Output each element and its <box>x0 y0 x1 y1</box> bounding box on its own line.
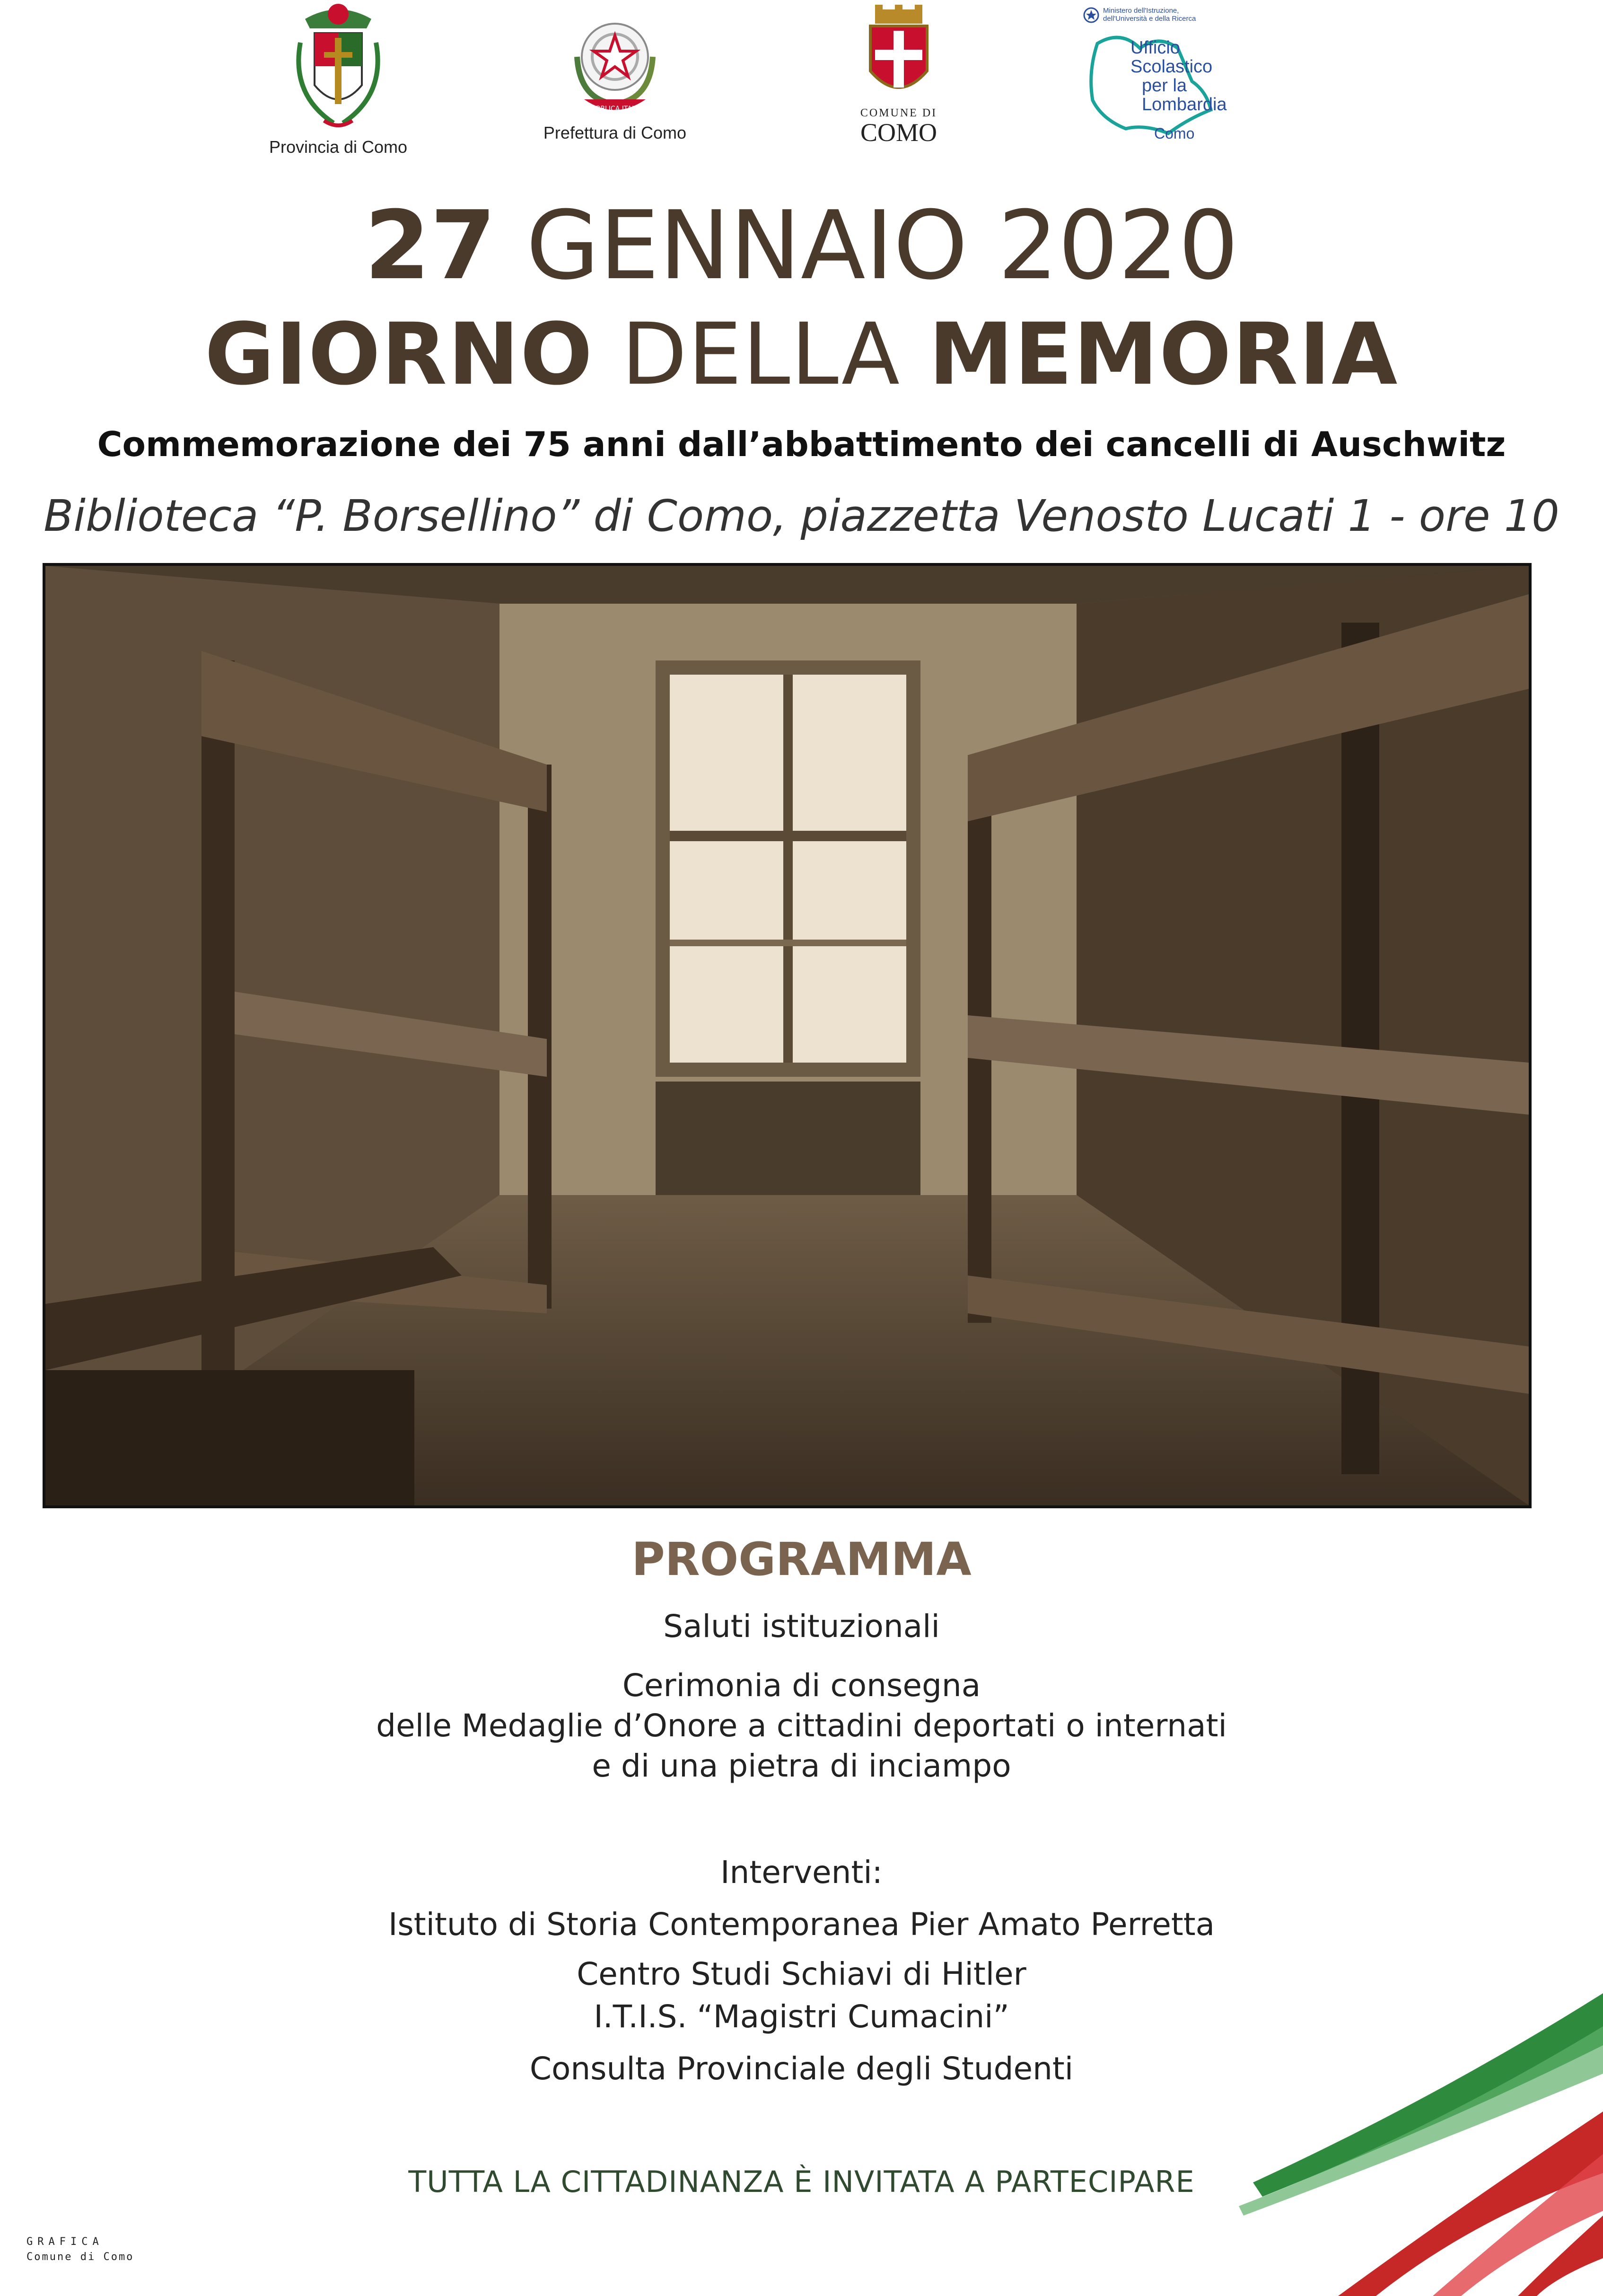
invitation-line: TUTTA LA CITTADINANZA È INVITATA A PARTECIPARE <box>408 2164 1195 2199</box>
event-date-month-year: GENNAIO 2020 <box>496 191 1239 301</box>
prefettura-caption: Prefettura di Como <box>543 123 687 142</box>
usr-line-3: per la <box>1142 75 1187 96</box>
logo-comune <box>837 5 960 145</box>
comune-como-crest-icon <box>858 5 939 104</box>
provincia-caption: Provincia di Como <box>269 137 408 157</box>
title-word-giorno: GIORNO <box>204 305 594 404</box>
repubblica-italiana-emblem-icon <box>565 9 665 118</box>
logo-prefettura <box>525 9 705 143</box>
comune-caption-top: COMUNE DI <box>860 107 937 119</box>
program-speaker-istituto: Istituto di Storia Contemporanea Pier Amato Perretta <box>388 1906 1215 1943</box>
credit-grafica: GRAFICA <box>26 2236 104 2248</box>
italian-flag-brush-strokes <box>1130 1993 1603 2296</box>
event-subtitle: Commemorazione dei 75 anni dall’abbattimento dei cancelli di Auschwitz <box>97 424 1506 464</box>
logo-ufficio-scolastico <box>1083 7 1301 143</box>
ministero-line-1: Ministero dell'Istruzione, <box>1103 7 1179 15</box>
program-item-cerimonia-1: Cerimonia di consegna <box>622 1667 981 1704</box>
program-speaker-consulta: Consulta Provinciale degli Studenti <box>529 2050 1074 2087</box>
usr-line-4: Lombardia <box>1142 94 1227 114</box>
event-date <box>0 191 1603 301</box>
logo-provincia <box>246 0 430 157</box>
program-item-cerimonia-2: delle Medaglie d’Onore a cittadini deportati o internati <box>376 1707 1227 1744</box>
ministero-line-2: dell'Università e della Ricerca <box>1103 15 1196 23</box>
usr-line-2: Scolastico <box>1130 56 1213 77</box>
barracks-photo <box>43 563 1532 1508</box>
program-speaker-centro-studi: Centro Studi Schiavi di Hitler <box>577 1956 1026 1992</box>
ministero-emblem-icon <box>1083 7 1099 25</box>
title-word-della: DELLA <box>593 305 929 404</box>
program-item-saluti: Saluti istituzionali <box>663 1608 940 1645</box>
title-word-memoria: MEMORIA <box>929 305 1399 404</box>
event-title <box>0 305 1603 404</box>
barracks-interior-image <box>45 566 1529 1505</box>
usr-line-1: Ufficio <box>1130 38 1180 58</box>
usr-caption: Como <box>1154 125 1195 142</box>
program-item-cerimonia-3: e di una pietra di inciampo <box>592 1748 1011 1784</box>
comune-caption: COMO <box>860 118 937 147</box>
credit-comune: Comune di Como <box>26 2251 134 2263</box>
provincia-coat-of-arms-icon <box>286 0 390 137</box>
event-date-day: 27 <box>364 191 496 301</box>
program-speaker-itis: I.T.I.S. “Magistri Cumacini” <box>594 1998 1009 2035</box>
program-interventi-heading: Interventi: <box>720 1854 883 1891</box>
program-title: PROGRAMMA <box>631 1533 972 1586</box>
svg-text:REPUBBLICA ITALIANA: REPUBBLICA ITALIANA <box>578 105 652 113</box>
event-venue: Biblioteca “P. Borsellino” di Como, piazzetta Venosto Lucati 1 - ore 10 <box>44 491 1559 541</box>
